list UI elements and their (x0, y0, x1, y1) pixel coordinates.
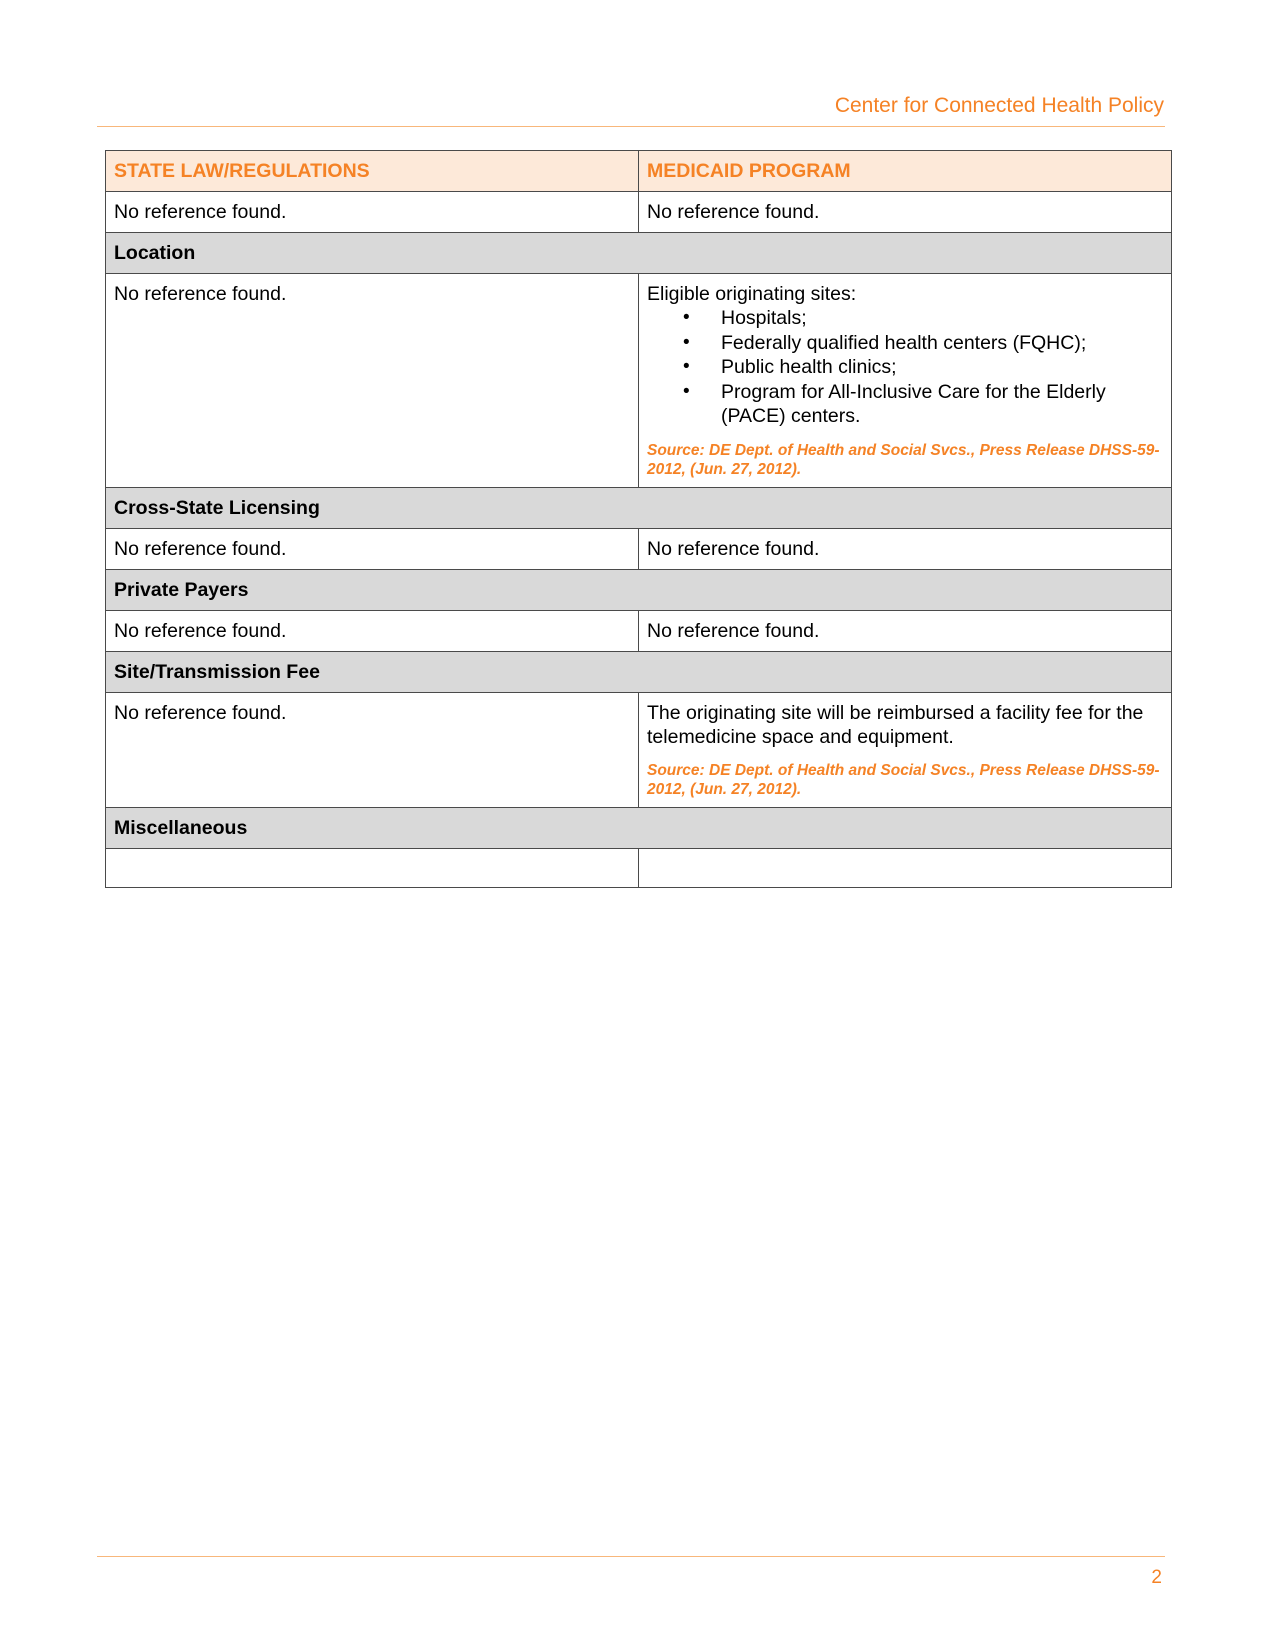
section-row-cross-state-licensing (106, 487, 1172, 528)
column-header-medicaid: MEDICAID PROGRAM (639, 151, 1172, 192)
list-item: • Federally qualified health centers (FQHC); (721, 331, 1163, 356)
table-row (106, 692, 1172, 807)
state-law-cell (106, 848, 639, 887)
list-item: • Hospitals; (721, 306, 1163, 331)
medicaid-cell: No reference found. (639, 192, 1172, 233)
medicaid-cell: No reference found. (639, 610, 1172, 651)
section-row-private-payers (106, 569, 1172, 610)
header-divider (97, 126, 1165, 127)
header-title: Center for Connected Health Policy (834, 94, 1164, 117)
source-citation: Source: DE Dept. of Health and Social Svcs., Press Release DHSS-59-2012, (Jun. 27, 2012). (647, 761, 1160, 798)
section-title-location: Location (106, 233, 1172, 274)
state-law-cell: No reference found. (106, 192, 639, 233)
state-law-cell: No reference found. (106, 528, 639, 569)
footer-divider (97, 1556, 1165, 1557)
section-title-cross-state-licensing: Cross-State Licensing (106, 487, 1172, 528)
table-row (106, 274, 1172, 488)
page-number: 2 (1151, 1567, 1162, 1588)
table-row (106, 528, 1172, 569)
list-item: • Program for All-Inclusive Care for the Elderly (PACE) centers. (721, 380, 1163, 429)
table-row (106, 192, 1172, 233)
medicaid-cell (639, 692, 1172, 807)
medicaid-cell (639, 848, 1172, 887)
eligible-sites-intro: Eligible originating sites: (647, 283, 857, 305)
section-row-location (106, 233, 1172, 274)
section-row-miscellaneous (106, 807, 1172, 848)
state-law-cell: No reference found. (106, 610, 639, 651)
eligible-sites-list (647, 306, 1163, 429)
state-law-cell: No reference found. (106, 274, 639, 488)
section-title-site-transmission-fee: Site/Transmission Fee (106, 651, 1172, 692)
section-title-miscellaneous: Miscellaneous (106, 807, 1172, 848)
section-row-site-transmission-fee (106, 651, 1172, 692)
table-row (106, 610, 1172, 651)
source-citation: Source: DE Dept. of Health and Social Svcs., Press Release DHSS-59-2012, (Jun. 27, 2012). (647, 441, 1160, 478)
policy-table (105, 150, 1172, 888)
state-law-cell: No reference found. (106, 692, 639, 807)
table-row (106, 848, 1172, 887)
section-title-private-payers: Private Payers (106, 569, 1172, 610)
column-header-state-law: STATE LAW/REGULATIONS (106, 151, 639, 192)
medicaid-cell (639, 274, 1172, 488)
list-item: • Public health clinics; (721, 355, 1163, 380)
facility-fee-text: The originating site will be reimbursed a facility fee for the telemedicine space and equipment. (647, 701, 1144, 748)
table-header-row (106, 151, 1172, 192)
medicaid-cell: No reference found. (639, 528, 1172, 569)
